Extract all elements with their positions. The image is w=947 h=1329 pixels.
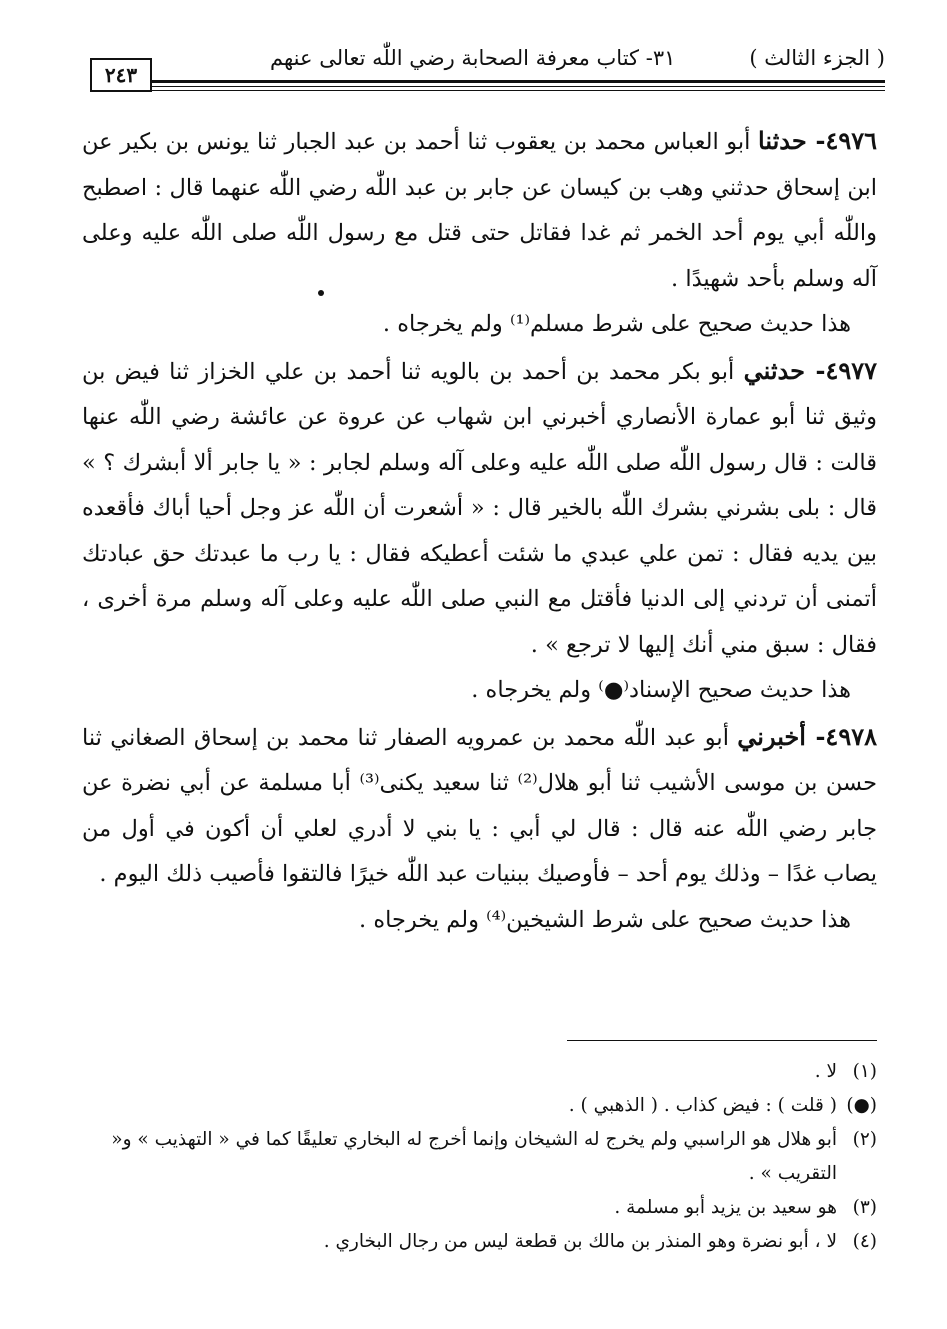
header-rule-thin-2 (152, 90, 885, 91)
main-text (82, 118, 877, 943)
hadith-verdict: هذا حديث صحيح على شرط مسلم⁽¹⁾ ولم يخرجاه . (382, 311, 851, 337)
ink-dot (318, 290, 324, 296)
hadith-text: ٤٩٧٧- حدثني أبو بكر محمد بن أحمد بن بالويه ثنا أحمد بن علي الخزاز ثنا فيض بن وثيق ثنا أبو عمارة الأنصاري أخبرني ابن شهاب عن عروة عن عائشة رضي اللّٰه عنها قالت : قال رسول اللّٰه صلى اللّٰه عليه وعلى آله وسلم لجابر : « يا جابر ألا أبشرك ؟ » قال : بلى بشرني بشرك اللّٰه بالخير قال : « أشعرت أن اللّٰه عز وجل أحيا أباك فأقعده بين يديه فقال : تمن علي عبدي ما شئت أعطيكه فقال : يا رب ما عبدتك حق عبادتك أتمنى أن تردني إلى الدنيا فأقتل مع النبي صلى اللّٰه عليه وعلى آله وسلم مرة أخرى ، فقال : سبق مني أنك إليها لا ترجع » . (82, 355, 877, 658)
page-number: ٢٤٣ (104, 63, 138, 87)
hadith-verdict: هذا حديث صحيح على شرط الشيخين⁽⁴⁾ ولم يخرجاه . (359, 906, 851, 933)
hadith-text: ٤٩٧٨- أخبرني أبو عبد اللّٰه محمد بن عمرويه الصفار ثنا محمد بن إسحاق الصغاني ثنا حسن بن موسى الأشيب ثنا أبو هلال⁽²⁾ ثنا سعيد يكنى⁽³⁾ أبا مسلمة عن أبي نضرة عن جابر رضي اللّٰه عنه قال : قال لي أبي : يا بني لا أدري لعلي أن أكون في أول من يصاب غدًا – وذلك يوم أحد – فأوصيك ببنيات عبد اللّٰه خيرًا فالتقوا فأصيب ذلك اليوم . (82, 721, 877, 887)
footnote-item (70, 1123, 877, 1191)
footnote-marker: (١) (852, 1061, 877, 1082)
hadith-entry (82, 714, 877, 944)
header-rule (152, 80, 885, 83)
footnote-rule (567, 1040, 877, 1041)
hadith-body: أبو عبد اللّٰه محمد بن عمرويه الصفار ثنا محمد بن إسحاق الصغاني ثنا حسن بن موسى الأشيب ثنا أبو هلال⁽²⁾ ثنا سعيد يكنى⁽³⁾ أبا مسلمة عن أبي نضرة عن جابر رضي اللّٰه عنه قال : قال لي أبي : يا بني لا أدري لعلي أن أكون في أول من يصاب غدًا – وذلك يوم أحد – فأوصيك ببنيات عبد اللّٰه خيرًا فالتقوا فأصيب ذلك اليوم . (82, 724, 877, 887)
footnote-text: أبو هلال هو الراسبي ولم يخرج له الشيخان وإنما أخرج له البخاري تعليقًا كما في « التهذيب » و« التقريب » . (111, 1129, 837, 1184)
hadith-number: ٤٩٧٦ (825, 126, 877, 155)
hadith-text: ٤٩٧٦- حدثنا أبو العباس محمد بن يعقوب ثنا أحمد بن عبد الجبار ثنا يونس بن بكير عن ابن إسحاق حدثني وهب بن كيسان عن جابر بن عبد اللّٰه رضي اللّٰه عنهما قال : اصطبح واللّٰه أبي يوم أحد الخمر ثم غدا فقاتل حتى قتل مع رسول اللّٰه صلى اللّٰه عليه وعلى آله وسلم بأحد شهيدًا . (82, 126, 877, 292)
footnote-item (70, 1055, 877, 1089)
footnotes (70, 1040, 877, 1259)
hadith-body: أبو العباس محمد بن يعقوب ثنا أحمد بن عبد الجبار ثنا يونس بن بكير عن ابن إسحاق حدثني وهب بن كيسان عن جابر بن عبد اللّٰه رضي اللّٰه عنهما قال : اصطبح واللّٰه أبي يوم أحد الخمر ثم غدا فقاتل حتى قتل مع رسول اللّٰه صلى اللّٰه عليه وعلى آله وسلم بأحد شهيدًا . (82, 129, 877, 292)
header-rule-thin (152, 86, 885, 87)
page-number-box (90, 58, 152, 92)
hadith-entry (82, 118, 877, 348)
footnote-text: لا ، أبو نضرة وهو المنذر بن مالك بن قطعة ليس من رجال البخاري . (323, 1231, 837, 1252)
footnote-text: هو سعيد بن يزيد أبو مسلمة . (614, 1197, 837, 1218)
footnote-item (70, 1191, 877, 1225)
hadith-entry (82, 348, 877, 714)
footnote-marker: (٢) (852, 1129, 877, 1150)
page-header (90, 42, 885, 94)
book-title: ٣١- كتاب معرفة الصحابة رضي اللّٰه تعالى عنهم (270, 46, 676, 70)
volume-label: ( الجزء الثالث ) (749, 46, 885, 70)
footnote-item (70, 1089, 877, 1123)
hadith-number: ٤٩٧٧ (825, 355, 877, 385)
footnote-text: ( قلت ) : فيض كذاب . ( الذهبي ) . (568, 1095, 837, 1116)
hadith-verb: حدثني (743, 355, 805, 385)
footnote-item (70, 1225, 877, 1259)
footnote-marker: (٤) (852, 1231, 877, 1252)
running-title (160, 46, 885, 70)
hadith-verb: حدثنا (758, 126, 807, 155)
footnote-marker: (●) (846, 1095, 877, 1116)
hadith-verdict: هذا حديث صحيح الإسناد⁽●⁾ ولم يخرجاه . (471, 677, 851, 703)
hadith-body: أبو بكر محمد بن أحمد بن بالويه ثنا أحمد بن علي الخزاز ثنا فيض بن وثيق ثنا أبو عمارة الأنصاري أخبرني ابن شهاب عن عروة عن عائشة رضي اللّٰه عنها قالت : قال رسول اللّٰه صلى اللّٰه عليه وعلى آله وسلم لجابر : « يا جابر ألا أبشرك ؟ » قال : بلى بشرني بشرك اللّٰه بالخير قال : « أشعرت أن اللّٰه عز وجل أحيا أباك فأقعده بين يديه فقال : تمن علي عبدي ما شئت أعطيكه فقال : يا رب ما عبدتك حق عبادتك أتمنى أن تردني إلى الدنيا فأقتل مع النبي صلى اللّٰه عليه وعلى آله وسلم مرة أخرى ، فقال : سبق مني أنك إليها لا ترجع » . (82, 358, 877, 658)
footnote-text: لا . (814, 1061, 837, 1082)
hadith-number: ٤٩٧٨ (825, 721, 877, 751)
hadith-verb: أخبرني (737, 721, 806, 751)
footnote-marker: (٣) (852, 1197, 877, 1218)
